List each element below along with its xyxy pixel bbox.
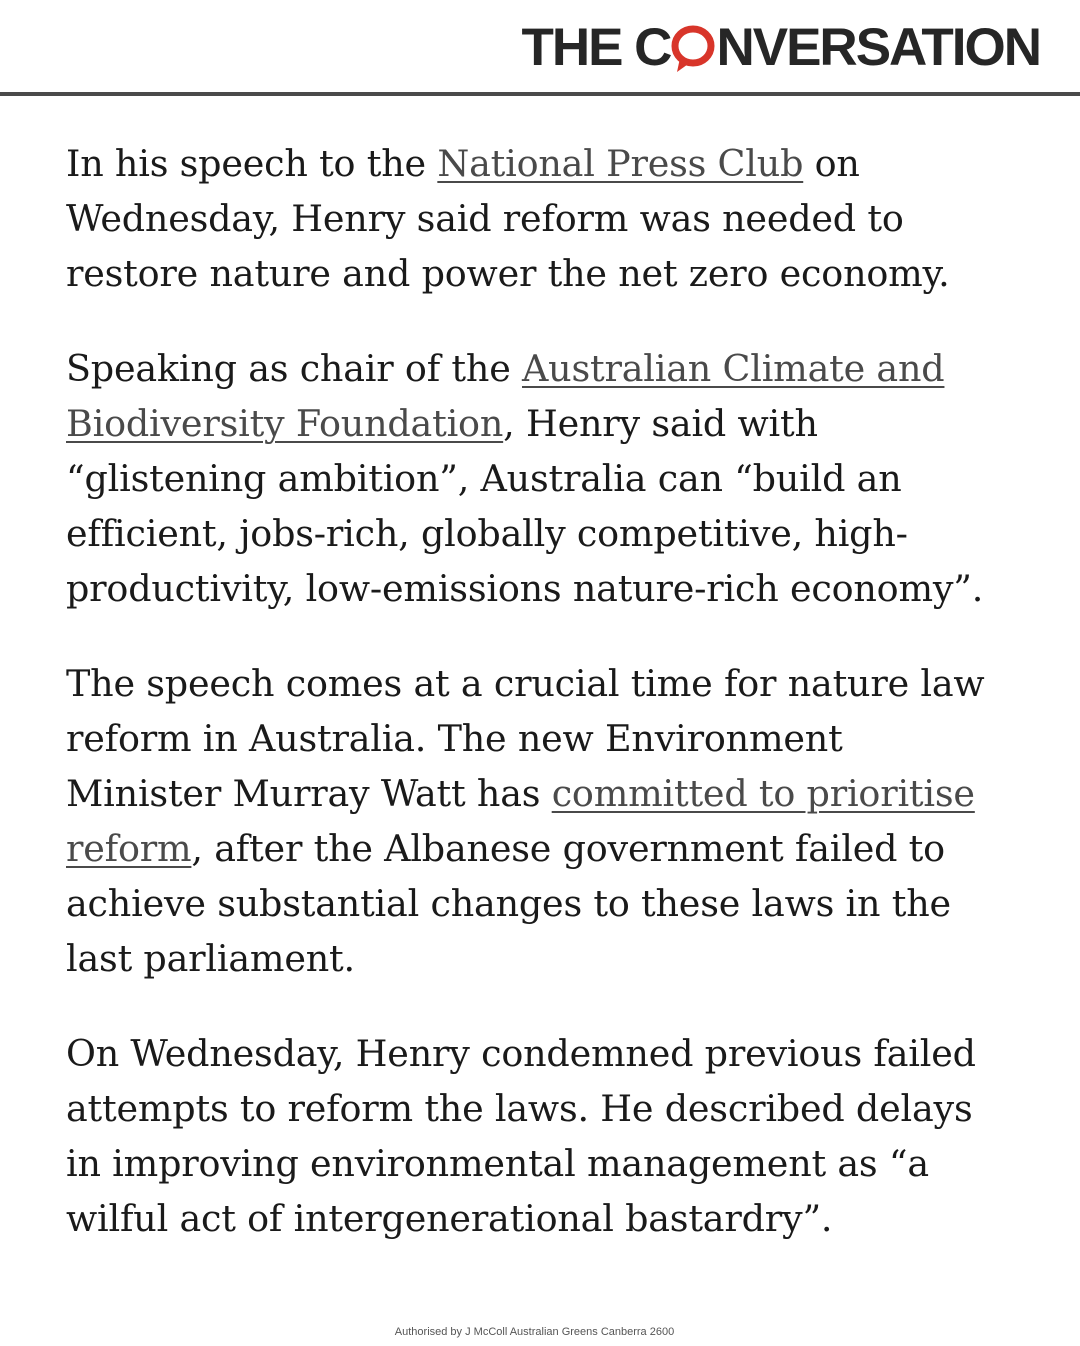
logo-text-end: NVERSATION [716, 18, 1040, 77]
paragraph-text: In his speech to the [66, 142, 438, 185]
logo-text-start: THE C [521, 18, 671, 77]
paragraph-4 [66, 1026, 986, 1246]
climate-biodiversity-foundation-link[interactable]: Australian Climate and Biodiversity Foundation [66, 347, 945, 445]
site-header [0, 0, 1080, 96]
article-body [66, 136, 986, 1246]
the-conversation-logo[interactable] [521, 20, 1040, 76]
paragraph-1 [66, 136, 986, 301]
paragraph-2 [66, 341, 986, 616]
speech-bubble-icon [671, 20, 715, 76]
committed-to-prioritise-reform-link[interactable]: committed to prioritise reform [66, 772, 975, 870]
paragraph-text: , after the Albanese government failed to achieve substantial changes to these laws in the last parliament. [66, 827, 951, 980]
authorisation-footer: Authorised by J McColl Australian Greens Canberra 2600 [394, 1326, 675, 1338]
national-press-club-link[interactable]: National Press Club [437, 142, 804, 185]
paragraph-3 [66, 656, 986, 986]
paragraph-text: on Wednesday, Henry said reform was needed to restore nature and power the net zero economy. [66, 142, 950, 295]
paragraph-text: The speech comes at a crucial time for nature law reform in Australia. The new Environment Minister Murray Watt has [66, 662, 985, 815]
paragraph-text: Speaking as chair of the [66, 347, 522, 390]
paragraph-text: On Wednesday, Henry condemned previous failed attempts to reform the laws. He described delays in improving environmental management as “a wilful act of intergenerational bastardry”. [66, 1032, 976, 1240]
paragraph-text: , Henry said with “glistening ambition”, Australia can “build an efficient, jobs-rich, globally competitive, high-productivity, low-emissions nature-rich economy”. [66, 402, 984, 610]
